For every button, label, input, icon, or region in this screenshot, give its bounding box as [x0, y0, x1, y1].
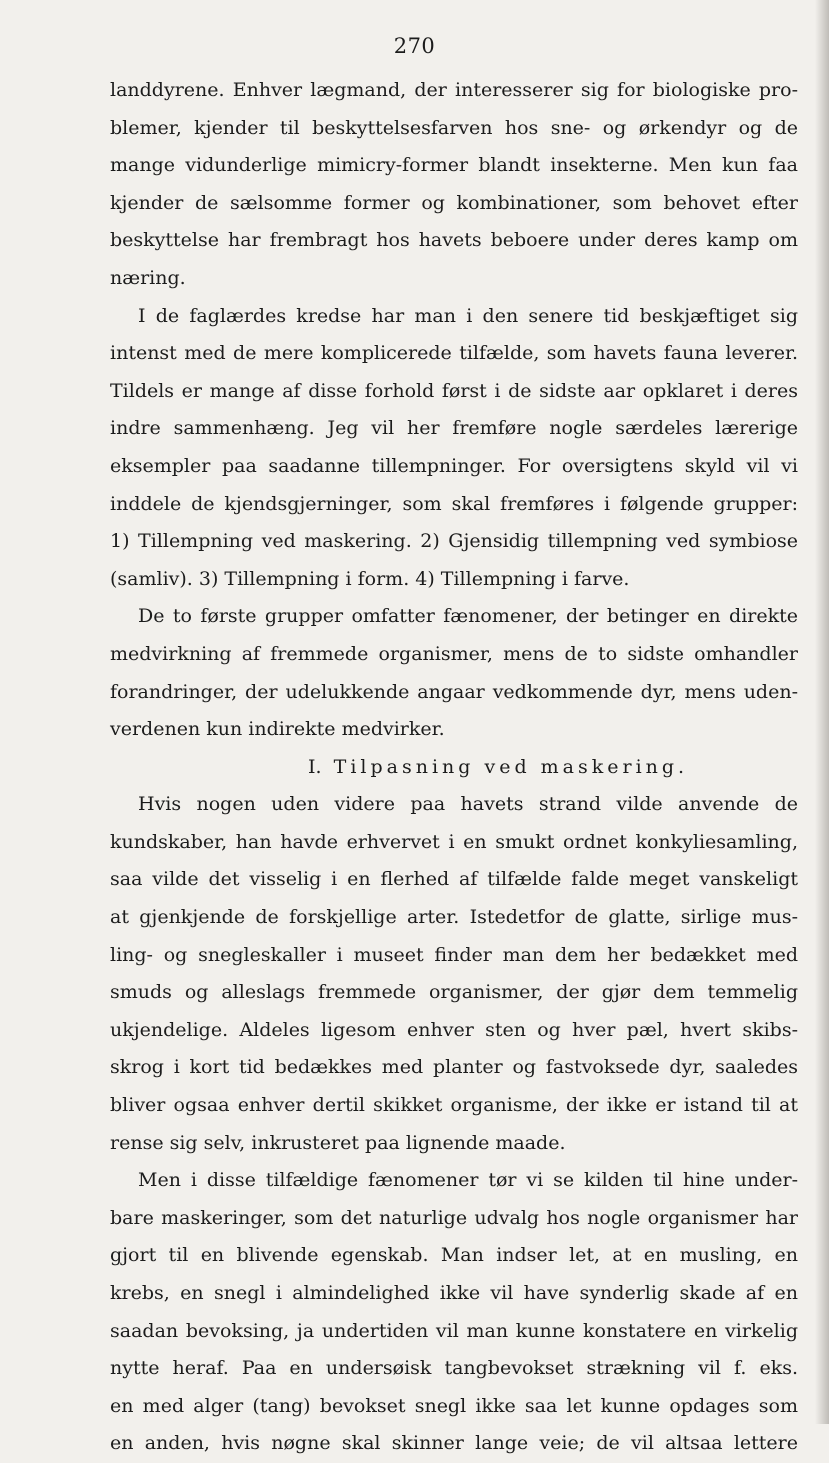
text-line: skrog i kort tid bedækkes med planter og fastvoksede dyr, saaledes — [110, 1056, 798, 1079]
text-line: De to første grupper omfatter fænomener, der betinger en direkte — [138, 605, 798, 628]
text-line: en med alger (tang) bevokset snegl ikke saa let kunne opdages som — [110, 1394, 798, 1417]
text-line: Hvis nogen uden videre paa havets strand vilde anvende de — [138, 793, 798, 816]
text-line: rense sig selv, inkrusteret paa lignende maade. — [110, 1131, 566, 1154]
text-line: (samliv). 3) Tillempning i form. 4) Tillempning i farve. — [110, 567, 630, 590]
paragraphs-after-heading — [110, 786, 798, 1463]
text-line: at gjenkjende de forskjellige arter. Istedetfor de glatte, sirlige mus- — [110, 906, 798, 929]
text-line: eksempler paa saadanne tillempninger. For oversigtens skyld vil vi — [110, 454, 798, 477]
paragraphs-before-heading — [110, 72, 798, 749]
text-line: krebs, en snegl i almindelighed ikke vil have synderlig skade af en — [110, 1282, 798, 1304]
text-line: kundskaber, han havde erhvervet i en smukt ordnet konkyliesamling, — [110, 830, 798, 853]
text-line: næring. — [110, 266, 186, 289]
text-line: I de faglærdes kredse har man i den senere tid beskjæftiget sig — [138, 304, 798, 327]
page-number: 270 — [393, 34, 436, 58]
section-heading-number: I. — [308, 755, 322, 778]
text-line: saa vilde det visselig i en flerhed af tilfælde falde meget vanskeligt — [110, 868, 798, 891]
text-line: ukjendelige. Aldeles ligesom enhver sten og hver pæl, hvert skibs- — [110, 1018, 798, 1041]
text-line: ling- og snegleskaller i museet finder man dem her bedækket med — [110, 943, 798, 966]
text-line: saadan bevoksing, ja undertiden vil man kunne konstatere en virkelig — [110, 1319, 798, 1342]
text-line: forandringer, der udelukkende angaar vedkommende dyr, mens uden- — [110, 680, 798, 703]
text-line: mange vidunderlige mimicry-former blandt insekterne. Men kun faa — [110, 154, 798, 177]
text-line: inddele de kjendsgjerninger, som skal fremføres i følgende grupper: — [110, 492, 798, 515]
body-text — [110, 72, 798, 1463]
text-line: 1) Tillempning ved maskering. 2) Gjensidig tillempning ved symbiose — [110, 530, 798, 553]
text-line: Tildels er mange af disse forhold først i de sidste aar opklaret i deres — [110, 379, 798, 402]
text-line: beskyttelse har frembragt hos havets beboere under deres kamp om — [110, 229, 798, 252]
text-line: verdenen kun indirekte medvirker. — [110, 718, 445, 741]
text-line: smuds og alleslags fremmede organismer, der gjør dem temmelig — [110, 981, 798, 1004]
text-line: intenst med de mere komplicerede tilfælde, som havets fauna leverer. — [110, 342, 798, 365]
text-line: kjender de sælsomme former og kombinationer, som behovet efter — [110, 191, 798, 214]
text-line: bare maskeringer, som det naturlige udvalg hos nogle organismer har — [110, 1206, 798, 1229]
text-line: en anden, hvis nøgne skal skinner lange veie; de vil altsaa lettere — [110, 1432, 798, 1455]
section-heading-title: Tilpasning ved maskering. — [333, 755, 689, 778]
text-line: medvirkning af fremmede organismer, mens de to sidste omhandler — [110, 642, 798, 665]
text-line: nytte heraf. Paa en undersøisk tangbevokset strækning vil f. eks. — [110, 1357, 798, 1380]
page-edge-shadow — [815, 0, 829, 1424]
text-line: bliver ogsaa enhver dertil skikket organisme, der ikke er istand til at — [110, 1094, 798, 1117]
text-line: Men i disse tilfældige fænomener tør vi se kilden til hine under- — [138, 1169, 798, 1192]
section-heading — [110, 749, 798, 787]
text-line: blemer, kjender til beskyttelsesfarven hos sne- og ørkendyr og de — [110, 116, 798, 139]
text-line: landdyrene. Enhver lægmand, der interesserer sig for biologiske pro- — [110, 79, 798, 101]
text-line: gjort til en blivende egenskab. Man indser let, at en musling, en — [110, 1244, 798, 1267]
text-line: indre sammenhæng. Jeg vil her fremføre nogle særdeles lærerige — [110, 417, 798, 440]
